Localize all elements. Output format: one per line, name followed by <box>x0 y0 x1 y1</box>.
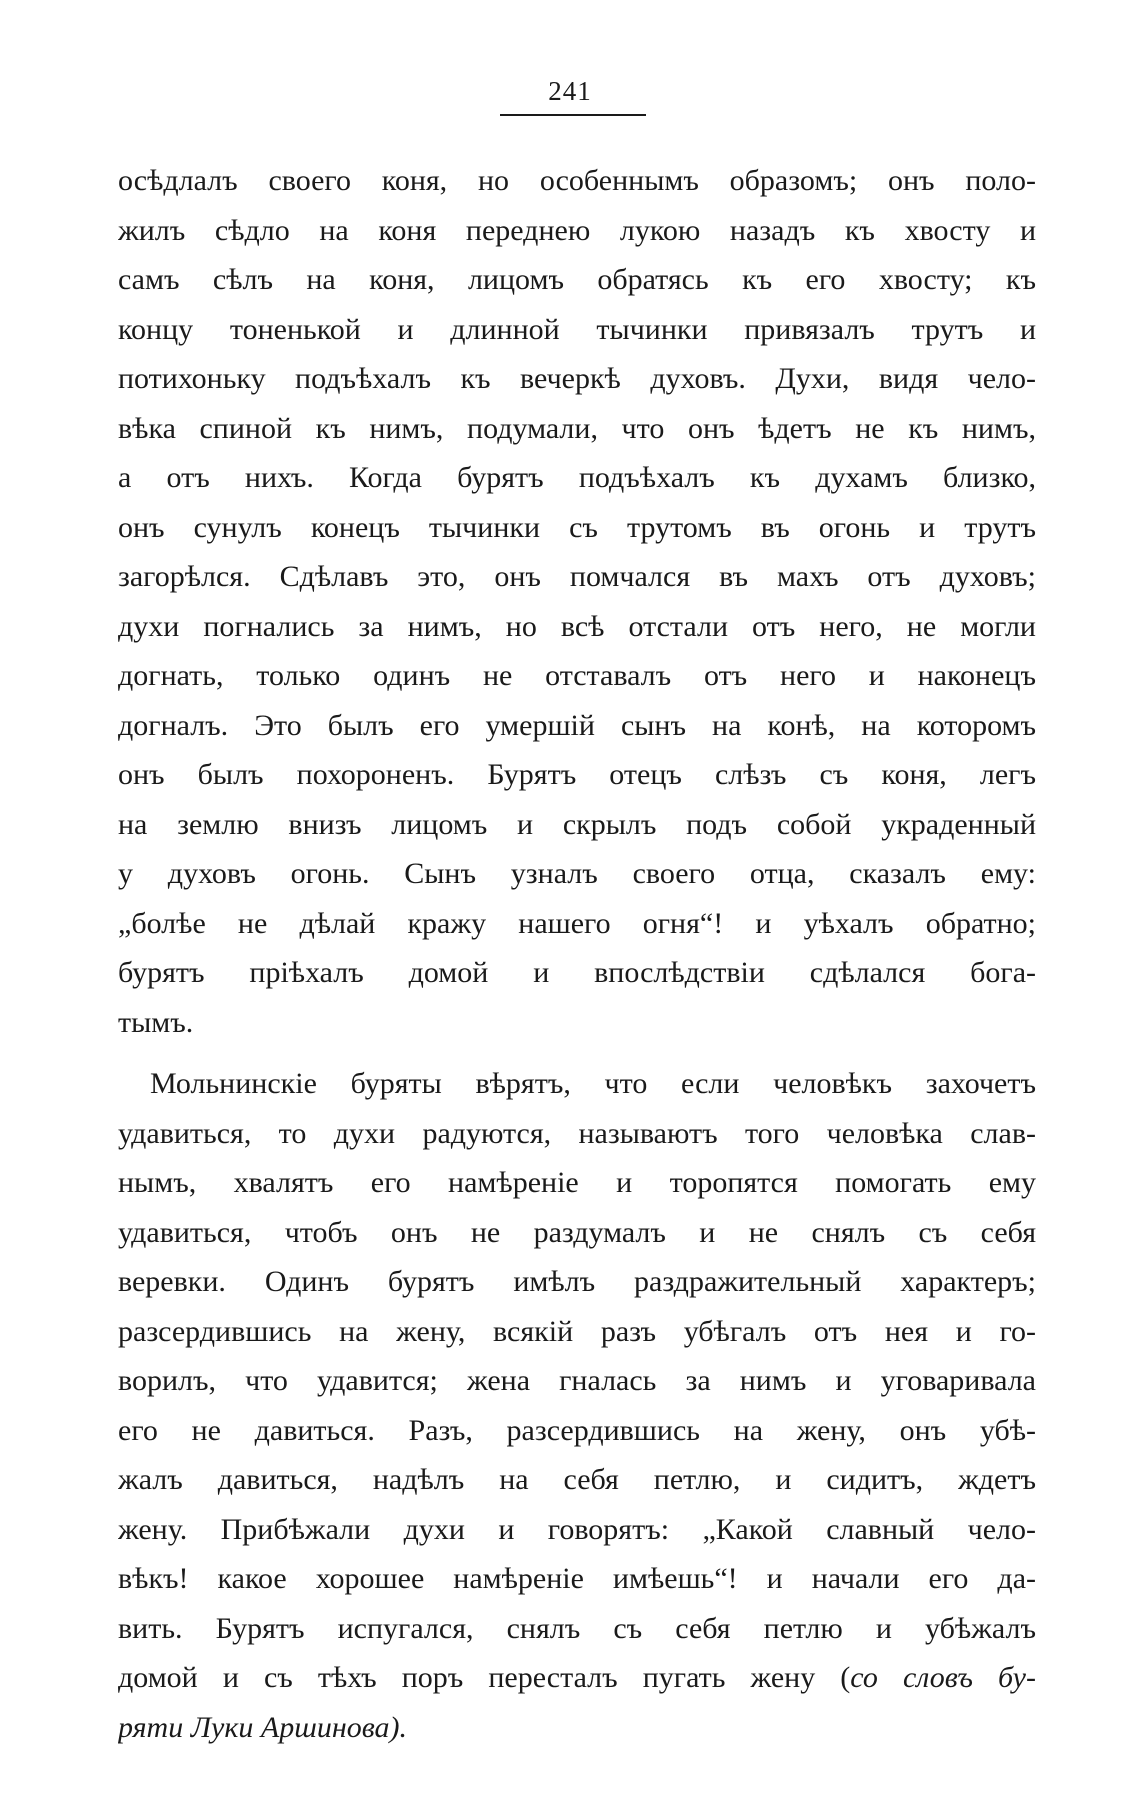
text-line: вѣкъ! какое хорошее намѣреніе имѣешь“! и начали его да- <box>118 1562 1036 1595</box>
text-line: „болѣе не дѣлай кражу нашего огня“! и уѣхалъ обратно; <box>118 906 1036 940</box>
text-line: догнать, только одинъ не отставалъ отъ него и наконецъ <box>118 659 1036 692</box>
paragraph-gap <box>118 1047 1036 1059</box>
text-line: потихоньку подъѣхалъ къ вечеркѣ духовъ. Духи, видя чело- <box>118 362 1036 395</box>
text-line: самъ сѣлъ на коня, лицомъ обратясь къ его хвосту; къ <box>118 263 1036 296</box>
body-text <box>118 156 1036 1752</box>
italic-source-citation: со словъ бу- <box>850 1661 1036 1694</box>
text-line: его не давиться. Разъ, разсердившись на жену, онъ убѣ- <box>118 1413 1036 1447</box>
text-line: удавиться, чтобъ онъ не раздумалъ и не снялъ съ себя <box>118 1215 1036 1249</box>
text-line: онъ сунулъ конецъ тычинки съ трутомъ въ огонь и трутъ <box>118 510 1036 544</box>
text-line: концу тоненькой и длинной тычинки привязалъ трутъ и <box>118 312 1036 346</box>
text-line: вѣка спиной къ нимъ, подумали, что онъ ѣдетъ не къ нимъ, <box>118 411 1036 445</box>
text-line: на землю внизъ лицомъ и скрылъ подъ собой украденный <box>118 807 1036 841</box>
text-line: а отъ нихъ. Когда бурятъ подъѣхалъ къ духамъ близко, <box>118 461 1036 494</box>
paragraph-1 <box>118 156 1036 1047</box>
text-line: жилъ сѣдло на коня переднею лукою назадъ къ хвосту и <box>118 213 1036 247</box>
text-line: жену. Прибѣжали духи и говорятъ: „Какой славный чело- <box>118 1512 1036 1546</box>
text-line: вить. Бурятъ испугался, снялъ съ себя петлю и убѣжалъ <box>118 1611 1036 1645</box>
text-line: у духовъ огонь. Сынъ узналъ своего отца, сказалъ ему: <box>118 857 1036 890</box>
text-line: удавиться, то духи радуются, называютъ того человѣка слав- <box>118 1116 1036 1150</box>
text-line: ворилъ, что удавится; жена гналась за нимъ и уговаривала <box>118 1364 1036 1397</box>
text-line: тымъ. <box>118 1005 194 1039</box>
text-line: жалъ давиться, надѣлъ на себя петлю, и сидитъ, ждетъ <box>118 1463 1036 1496</box>
text-line: догналъ. Это былъ его умершій сынъ на конѣ, на которомъ <box>118 708 1036 742</box>
text-line: онъ былъ похороненъ. Бурятъ отецъ слѣзъ съ коня, легъ <box>118 758 1036 791</box>
text-line: бурятъ пріѣхалъ домой и впослѣдствіи сдѣлался бога- <box>118 956 1036 989</box>
text-segment: домой и съ тѣхъ поръ пересталъ пугать жену ( <box>118 1661 851 1694</box>
text-line-italic: ряти Луки Аршинова). <box>118 1710 408 1744</box>
text-line: веревки. Одинъ бурятъ имѣлъ раздражительный характеръ; <box>118 1265 1036 1298</box>
text-line: Мольнинскіе буряты вѣрятъ, что если человѣкъ захочетъ <box>150 1067 1036 1100</box>
text-line: духи погнались за нимъ, но всѣ отстали отъ него, не могли <box>118 609 1036 643</box>
text-line-with-italic <box>118 1653 1036 1703</box>
text-line: нымъ, хвалятъ его намѣреніе и торопятся помогать ему <box>118 1166 1036 1199</box>
page-number-rule <box>500 114 646 116</box>
page-number: 241 <box>548 76 592 106</box>
text-line: разсердившись на жену, всякій разъ убѣгалъ отъ нея и го- <box>118 1314 1036 1348</box>
text-line: осѣдлалъ своего коня, но особеннымъ образомъ; онъ поло- <box>118 164 1036 197</box>
paragraph-2 <box>118 1059 1036 1752</box>
text-line: загорѣлся. Сдѣлавъ это, онъ помчался въ махъ отъ духовъ; <box>118 560 1036 593</box>
